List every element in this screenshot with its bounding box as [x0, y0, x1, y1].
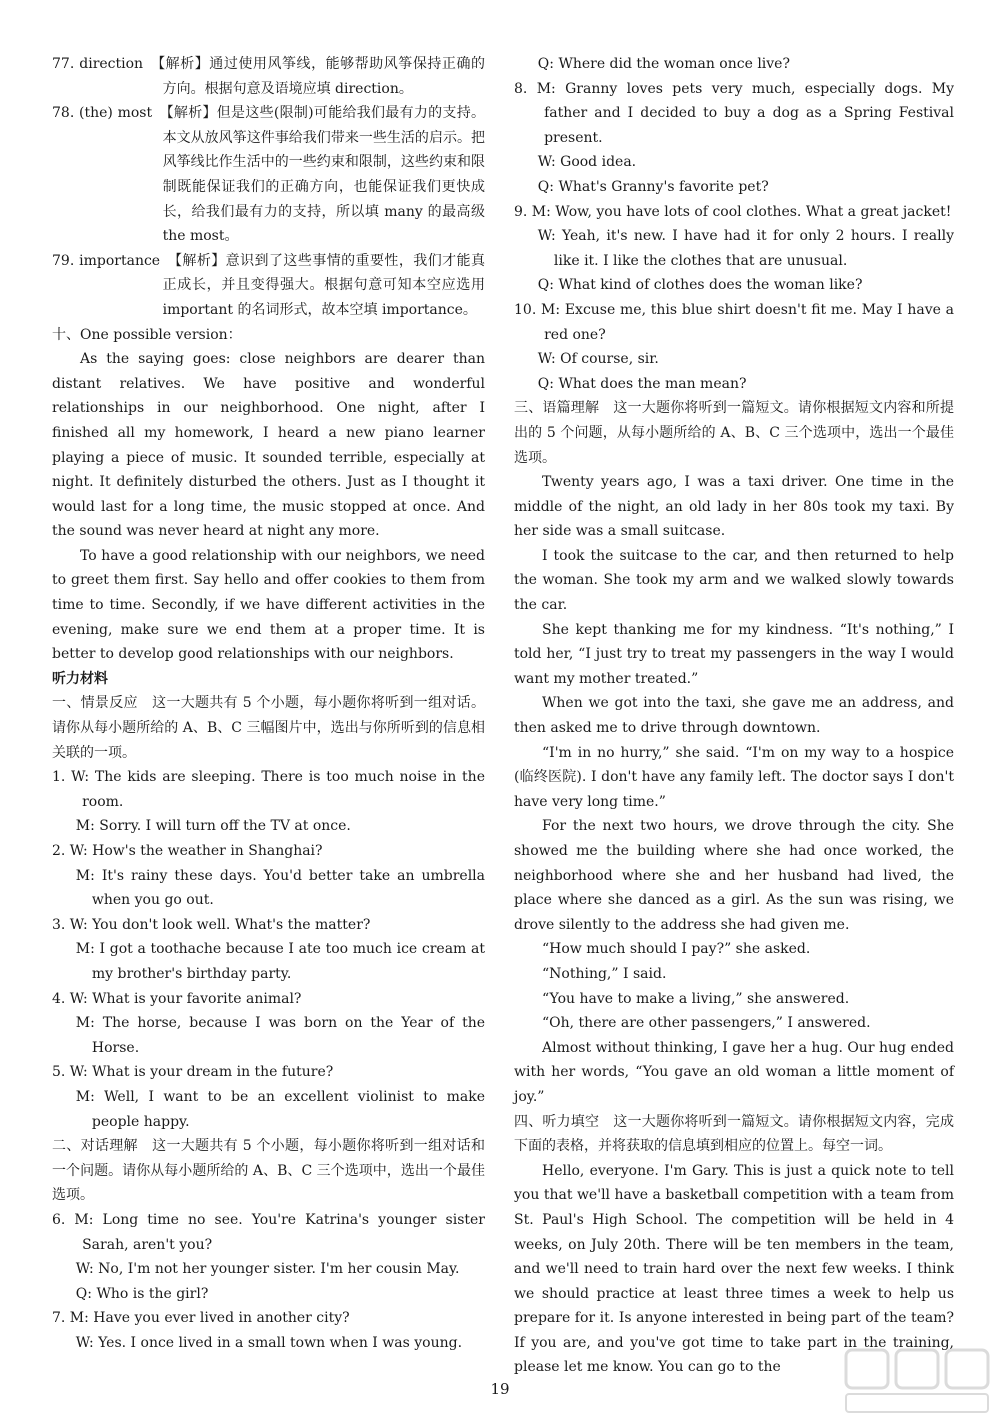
left-paragraph: W: Yes. I once lived in a small town when I was young. — [75, 1334, 463, 1351]
left-paragraph: 6. M: Long time no see. You're Katrina's younger sister Sarah, aren't you? — [52, 1211, 485, 1253]
right-paragraph: When we got into the taxi, she gave me an address, and then asked me to drive through downtown. — [514, 695, 954, 737]
left-paragraph: 听力材料 — [52, 670, 108, 687]
left-paragraph: 78. (the) most 【解析】但是这些(限制)可能给我们最有力的支持。本文从放风筝这件事给我们带来一些生活的启示。把风筝线比作生活中的一些约束和限制，这些约束和限制既能保证我们的正确方向，也能保证我们更快成长，给我们最有力的支持，所以填 many 的最高级 the most。 — [52, 105, 485, 245]
left-paragraph: M: I got a toothache because I ate too much ice cream at my brother's birthday party. — [75, 941, 485, 982]
left-paragraph: As the saying goes: close neighbors are dearer than distant relatives. We have positive and wonderful relationships in our neighborhood. One night, after I finished all my homework, I heard a new piano learner playing a piece of music. It sounded terrible, especially at night. It definitely disturbed the others. Just as I thought it would last for a long time, the music stopped at once. And the sound was never heard at night any more. — [52, 351, 485, 540]
right-paragraph: “Oh, there are other passengers,” I answered. — [542, 1015, 871, 1032]
right-paragraph: Q: Where did the woman once live? — [537, 56, 790, 72]
right-paragraph: Almost without thinking, I gave her a hug. Our hug ended with her words, “You gave an old woman a little moment of joy.” — [514, 1039, 954, 1105]
right-paragraph: I took the suitcase to the car, and then returned to help the woman. She took my arm and we walked slowly towards the car. — [514, 547, 954, 614]
left-paragraph: 3. W: You don't look well. What's the matter? — [52, 916, 371, 933]
right-paragraph: Hello, everyone. I'm Gary. This is just a quick note to tell you that we'll have a basketball competition with a team from St. Paul's High School. The competition will be held in 4 weeks, on July 20th. There will be ten members in the team, and we'll need to train hard over the next few weeks. I think we should practice at least three times a week to help us prepare for it. Is anyone interested in being part of the team? If you are, and you've got time to take part in the training, please let me know. You can go to the — [514, 1162, 954, 1376]
right-paragraph: Q: What does the man mean? — [537, 375, 747, 392]
left-paragraph: 77. direction 【解析】通过使用风筝线，能够帮助风筝保持正确的方向。根据句意及语境应填 direction。 — [52, 56, 485, 97]
right-paragraph: “You have to make a living,” she answered. — [542, 990, 850, 1007]
left-paragraph: M: It's rainy these days. You'd better take an umbrella when you go out. — [75, 867, 485, 909]
right-paragraph: For the next two hours, we drove through the city. She showed me the building where she had once worked, the neighborhood where she and her husband had lived, the place where she danced as a girl. As the sun was rising, we drove silently to the address she had given me. — [514, 818, 954, 933]
right-paragraph: 9. M: Wow, you have lots of cool clothes. What a great jacket! — [514, 203, 952, 220]
left-paragraph: 4. W: What is your favorite animal? — [52, 990, 302, 1007]
page-number: 19 — [490, 1380, 510, 1398]
right-paragraph: Twenty years ago, I was a taxi driver. One time in the middle of the night, an old lady in her 80s took my taxi. By her side was a small suitcase. — [514, 474, 954, 540]
right-paragraph: Q: What kind of clothes does the woman like? — [537, 277, 863, 294]
left-paragraph: 1. W: The kids are sleeping. There is too much noise in the room. — [52, 769, 485, 810]
left-paragraph: Q: Who is the girl? — [75, 1285, 209, 1302]
right-paragraph: She kept thanking me for my kindness. “It's nothing,” I told her, “I just try to treat my passengers in the way I would want my mother treated.” — [514, 621, 954, 687]
left-paragraph: W: No, I'm not her younger sister. I'm her cousin May. — [75, 1261, 460, 1278]
left-paragraph: To have a good relationship with our neighbors, we need to greet them first. Say hello and offer cookies to them from time to time. Secondly, if we have different activities in the evening, make sure we end them at a proper time. It is better to develop good relationships with our neighbors. — [52, 547, 485, 663]
left-paragraph: M: The horse, because I was born on the Year of the Horse. — [75, 1015, 485, 1056]
left-paragraph: M: Well, I want to be an excellent violinist to make people happy. — [75, 1088, 485, 1130]
right-paragraph: 三、语篇理解 这一大题你将听到一篇短文。请你根据短文内容和所提出的 5 个问题，从每小题所给的 A、B、C 三个选项中，选出一个最佳选项。 — [514, 400, 954, 466]
left-paragraph: 2. W: How's the weather in Shanghai? — [52, 843, 323, 859]
watermark-logo-icon — [844, 1346, 994, 1416]
left-paragraph: 一、情景反应 这一大题共有 5 个小题，每小题你将听到一组对话。请你从每小题所给的 A、B、C 三幅图片中，选出与你所听到的信息相关联的一项。 — [52, 695, 485, 761]
right-paragraph: 四、听力填空 这一大题你将听到一篇短文。请你根据短文内容，完成下面的表格，并将获取的信息填到相应的位置上。每空一词。 — [514, 1113, 954, 1155]
right-paragraph: 8. M: Granny loves pets very much, especially dogs. My father and I decided to buy a dog as a Spring Festival present. — [514, 80, 954, 146]
left-paragraph: 二、对话理解 这一大题共有 5 个小题，每小题你将听到一组对话和一个问题。请你从每小题所给的 A、B、C 三个选项中，选出一个最佳选项。 — [52, 1138, 485, 1204]
right-paragraph: “Nothing,” I said. — [542, 965, 667, 982]
right-paragraph: W: Good idea. — [537, 154, 637, 171]
left-paragraph: M: Sorry. I will turn off the TV at once. — [75, 818, 351, 835]
left-paragraph: 7. M: Have you ever lived in another city? — [52, 1310, 350, 1327]
right-paragraph: W: Of course, sir. — [537, 351, 659, 368]
right-paragraph: “I'm in no hurry,” she said. “I'm on my way to a hospice (临终医院). I don't have any family left. The doctor says I don't have very long time.” — [514, 744, 954, 810]
right-paragraph: Q: What's Granny's favorite pet? — [537, 178, 769, 195]
right-paragraph: “How much should I pay?” she asked. — [542, 941, 811, 958]
left-paragraph: 5. W: What is your dream in the future? — [52, 1064, 334, 1081]
left-column — [52, 52, 485, 1355]
right-column — [514, 52, 954, 1380]
left-paragraph: 79. importance 【解析】意识到了这些事情的重要性，我们才能真正成长，并且变得强大。根据句意可知本空应选用 important 的名词形式，故本空填 importance。 — [52, 252, 485, 318]
right-paragraph: W: Yeah, it's new. I have had it for only 2 hours. I really like it. I like the clothes that are unusual. — [537, 228, 954, 269]
right-paragraph: 10. M: Excuse me, this blue shirt doesn't fit me. May I have a red one? — [514, 301, 954, 343]
left-paragraph: 十、One possible version： — [52, 326, 242, 343]
